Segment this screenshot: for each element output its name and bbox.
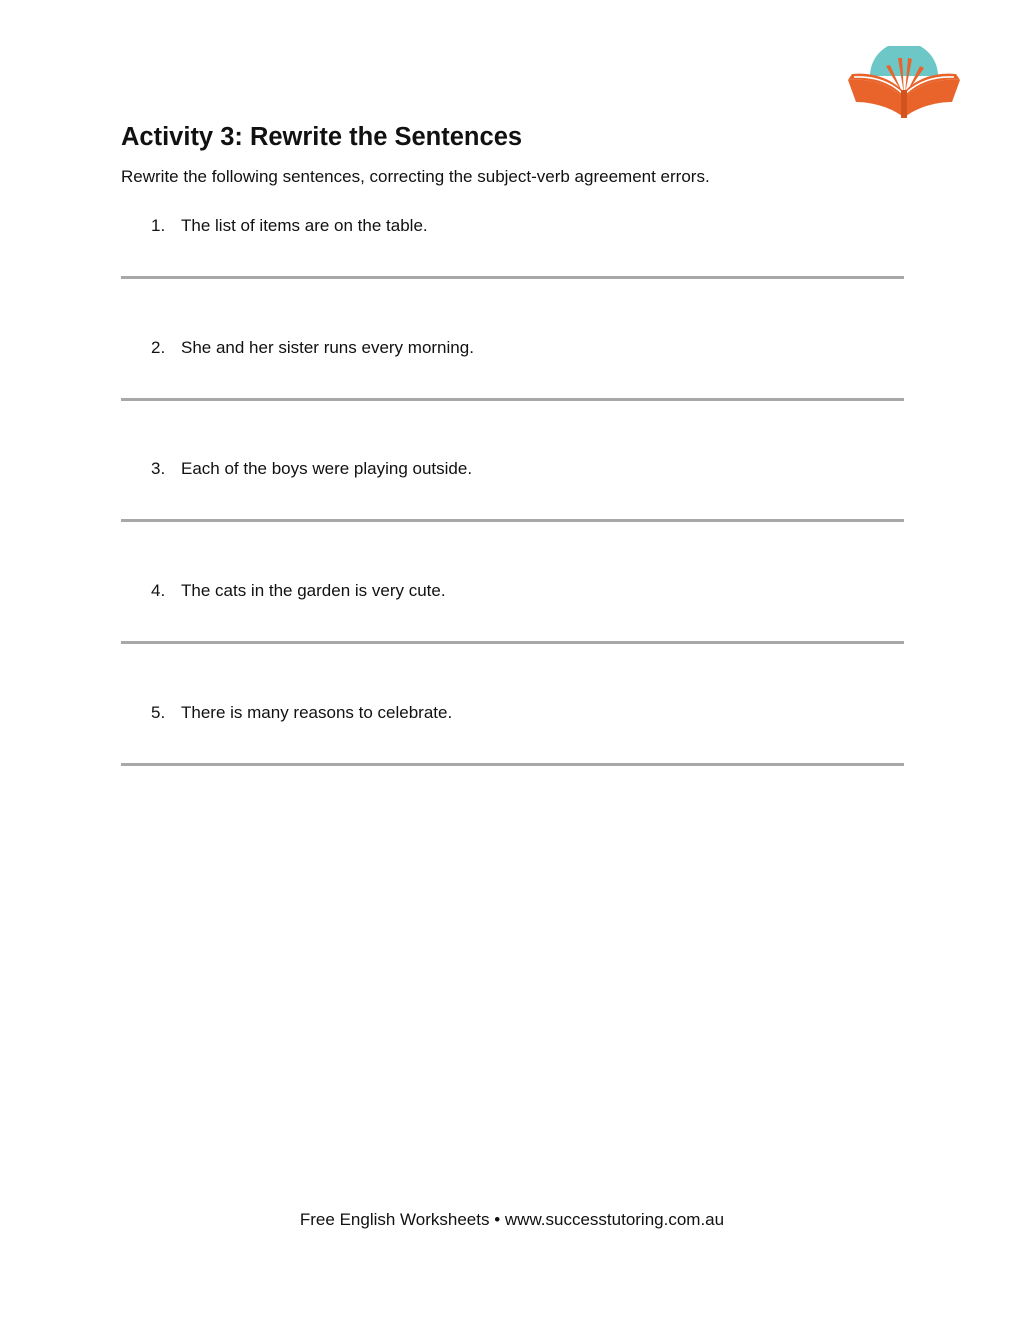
question-item — [121, 580, 904, 704]
question-item — [121, 458, 904, 582]
answer-line[interactable] — [121, 641, 904, 644]
question-item — [121, 702, 904, 826]
answer-line[interactable] — [121, 763, 904, 766]
question-text: There is many reasons to celebrate. — [181, 703, 453, 722]
question-number: 3. — [151, 459, 166, 478]
question-text: Each of the boys were playing outside. — [181, 459, 473, 478]
answer-line[interactable] — [121, 276, 904, 279]
logo — [846, 46, 962, 120]
question-item — [121, 215, 904, 339]
question-item — [121, 337, 904, 461]
page-title: Activity 3: Rewrite the Sentences — [121, 123, 523, 151]
footer: Free English Worksheets • www.successtutoring.com.au — [299, 1210, 725, 1229]
answer-line[interactable] — [121, 519, 904, 522]
question-number: 4. — [151, 581, 166, 600]
question-text: She and her sister runs every morning. — [181, 338, 474, 357]
question-number: 2. — [151, 338, 166, 357]
question-text: The cats in the garden is very cute. — [181, 581, 446, 600]
question-number: 1. — [151, 216, 166, 235]
question-number: 5. — [151, 703, 166, 722]
question-text: The list of items are on the table. — [181, 216, 428, 235]
instructions: Rewrite the following sentences, correcting the subject-verb agreement errors. — [121, 167, 710, 186]
answer-line[interactable] — [121, 398, 904, 401]
open-book-logo-icon — [846, 46, 962, 120]
